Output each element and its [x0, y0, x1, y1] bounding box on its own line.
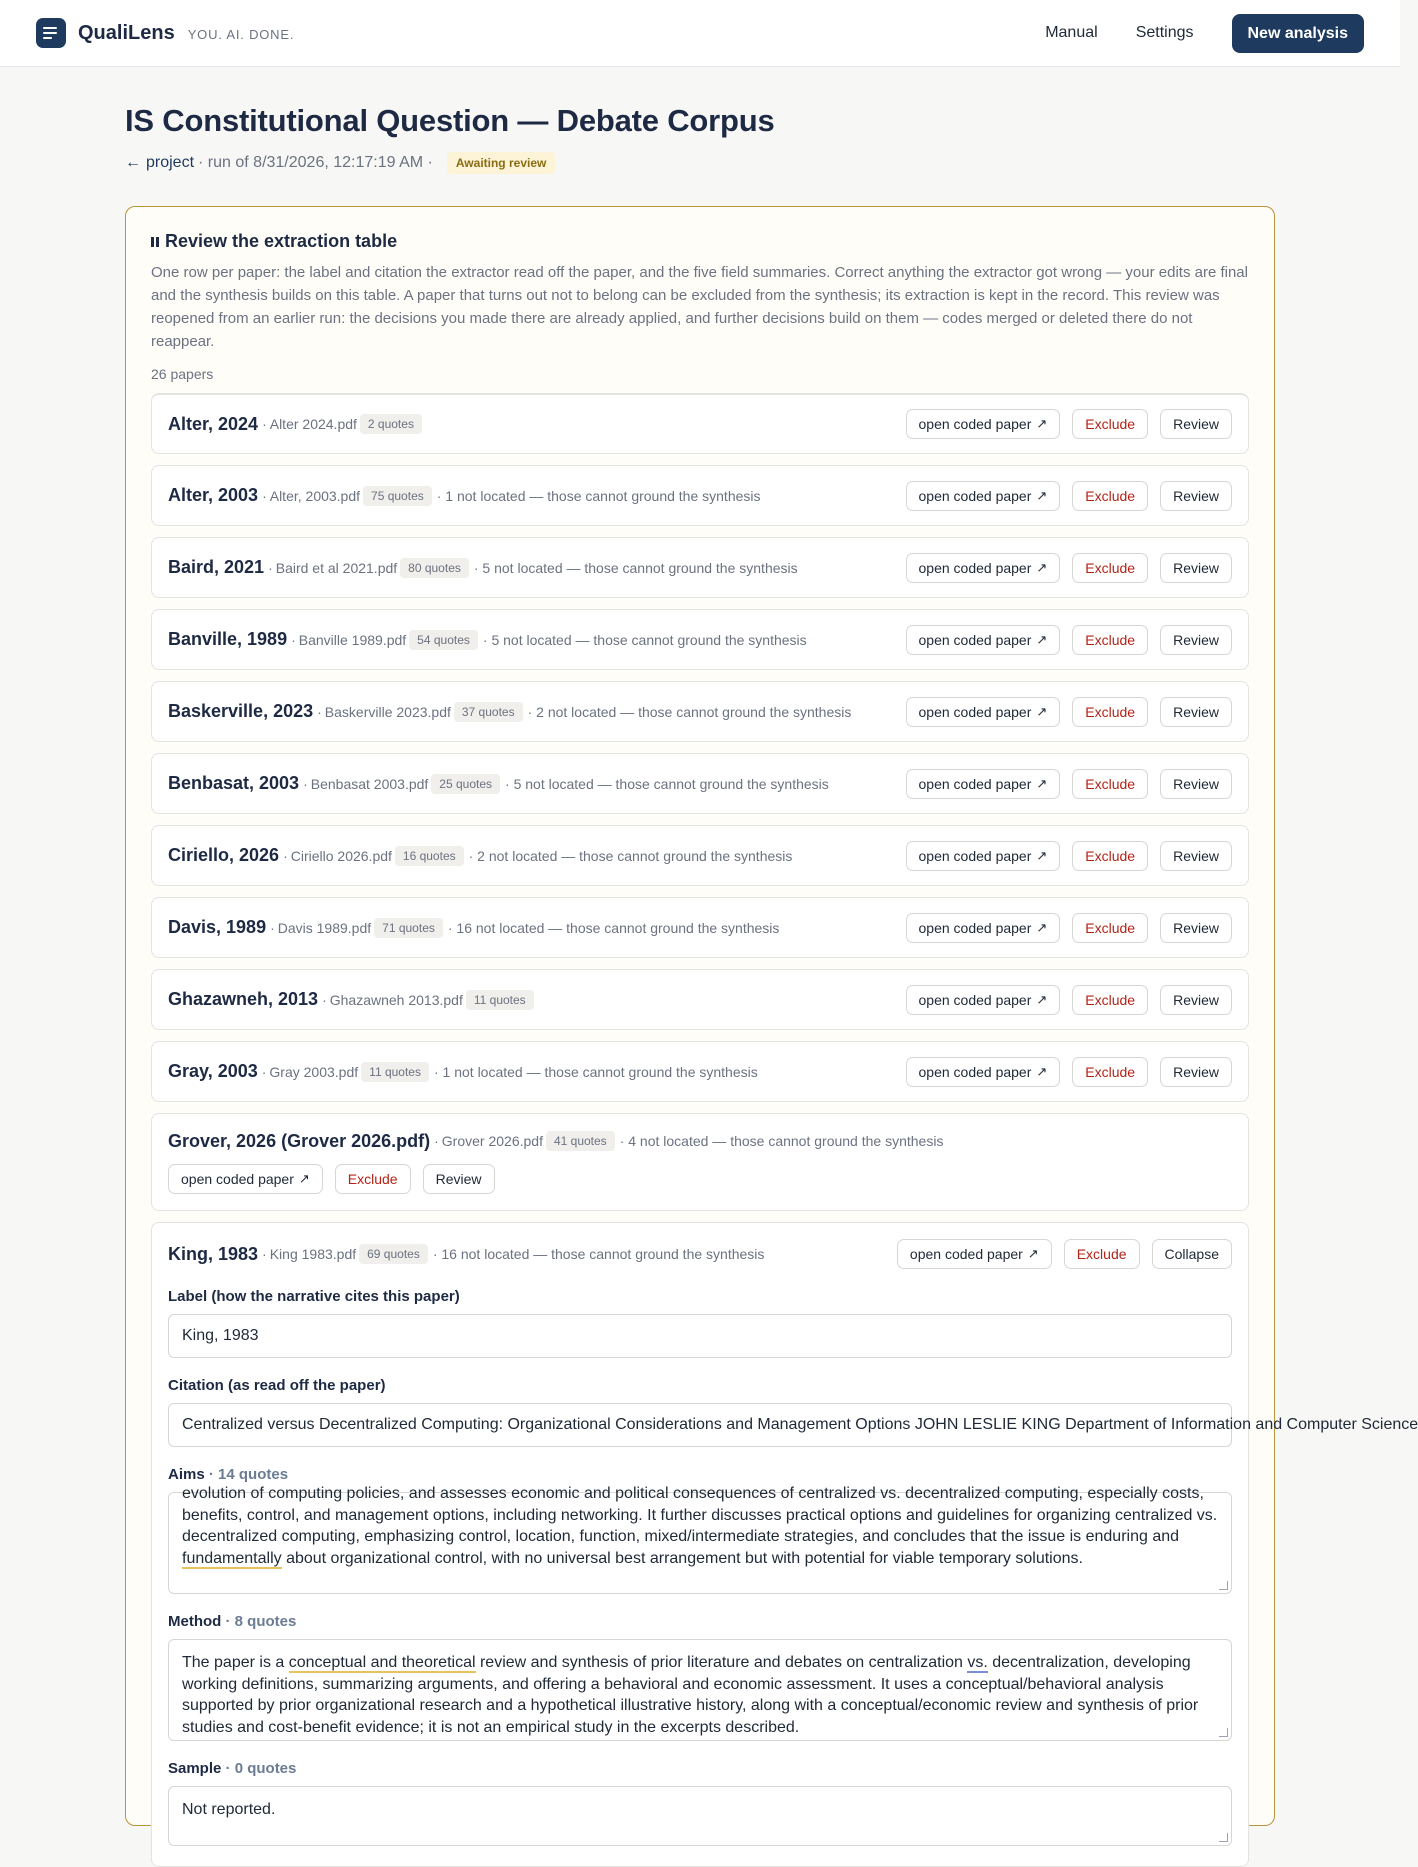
label-field-title: Label (how the narrative cites this paper)	[168, 1288, 460, 1305]
review-button[interactable]: Review	[1160, 1057, 1232, 1087]
review-title: Review the extraction table	[165, 231, 398, 251]
paper-row	[151, 681, 1249, 742]
external-link-icon: ↗	[1036, 919, 1048, 935]
highlighted-phrase: conceptual and theoretical	[288, 1654, 476, 1671]
open-coded-paper-button[interactable]: open coded paper ↗	[906, 409, 1061, 439]
not-located-note: · 1 not located — those cannot ground the synthesis	[436, 487, 761, 504]
paper-file: · Ghazawneh 2013.pdf	[322, 991, 463, 1008]
paper-row-king-expanded	[151, 1222, 1418, 1867]
not-located-note: · 2 not located — those cannot ground the synthesis	[468, 847, 793, 864]
open-coded-paper-button[interactable]: open coded paper ↗	[906, 913, 1061, 943]
paper-row	[151, 969, 1249, 1030]
not-located-note: · 5 not located — those cannot ground the synthesis	[482, 631, 807, 648]
paper-row	[151, 537, 1249, 598]
external-link-icon: ↗	[1036, 559, 1048, 575]
open-coded-paper-button[interactable]: open coded paper ↗	[906, 769, 1061, 799]
paper-row	[151, 825, 1249, 886]
paper-label: Ciriello, 2026	[168, 845, 280, 865]
open-coded-paper-button[interactable]: open coded paper ↗	[906, 481, 1061, 511]
paper-label: Davis, 1989	[168, 917, 267, 937]
label-input[interactable]: King, 1983	[168, 1314, 1232, 1358]
paper-label: Banville, 1989	[168, 629, 288, 649]
quote-count-chip: 37 quotes	[454, 702, 523, 722]
main-nav	[1045, 14, 1364, 53]
external-link-icon: ↗	[298, 1170, 310, 1186]
review-button[interactable]: Review	[1160, 913, 1232, 943]
open-coded-paper-button[interactable]: open coded paper ↗	[906, 625, 1061, 655]
review-button[interactable]: Review	[1160, 409, 1232, 439]
paper-file: · Davis 1989.pdf	[270, 919, 372, 936]
run-info: · run of 8/31/2026, 12:17:19 AM ·	[198, 154, 433, 171]
paper-file: · Alter, 2003.pdf	[262, 487, 361, 504]
external-link-icon: ↗	[1036, 416, 1048, 431]
not-located-note: · 5 not located — those cannot ground the synthesis	[473, 559, 798, 576]
paper-row	[151, 897, 1249, 958]
paper-row	[151, 465, 1249, 526]
open-coded-paper-button[interactable]: open coded paper ↗	[906, 841, 1061, 871]
quote-count-chip: 2 quotes	[360, 414, 422, 434]
collapse-button[interactable]: Collapse	[1152, 1239, 1232, 1269]
review-button[interactable]: Review	[423, 1164, 495, 1194]
pause-icon	[151, 237, 159, 247]
not-located-note: · 5 not located — those cannot ground the synthesis	[505, 775, 829, 792]
review-heading	[151, 231, 1249, 252]
external-link-icon: ↗	[1036, 631, 1048, 647]
back-to-project-link[interactable]	[125, 154, 194, 172]
arrow-left-icon: ←	[125, 154, 141, 171]
paper-file: · King 1983.pdf	[262, 1246, 357, 1262]
quote-count-chip: 71 quotes	[374, 918, 443, 938]
paper-file: · Banville 1989.pdf	[291, 631, 407, 648]
exclude-button[interactable]: Exclude	[1072, 553, 1148, 583]
quote-count-chip: 41 quotes	[546, 1131, 615, 1151]
review-card	[125, 206, 1418, 1826]
quote-count-chip: 80 quotes	[400, 558, 469, 578]
review-button[interactable]: Review	[1160, 985, 1232, 1015]
quote-count-chip: 11 quotes	[361, 1062, 429, 1082]
paper-row-grover	[151, 1113, 1249, 1211]
paper-label: Baird, 2021	[168, 557, 265, 577]
paper-file: · Baskerville 2023.pdf	[317, 703, 451, 720]
review-button[interactable]: Review	[1160, 841, 1232, 871]
paper-row	[151, 393, 1249, 454]
external-link-icon: ↗	[1036, 487, 1048, 503]
paper-row	[151, 753, 1249, 814]
external-link-icon: ↗	[1036, 775, 1048, 791]
exclude-button[interactable]: Exclude	[1072, 625, 1148, 655]
citation-field-title: Citation (as read off the paper)	[168, 1377, 386, 1394]
external-link-icon: ↗	[1036, 703, 1048, 719]
not-located-note: · 2 not located — those cannot ground the synthesis	[527, 703, 852, 720]
exclude-button[interactable]: Exclude	[1072, 481, 1148, 511]
exclude-button[interactable]: Exclude	[1072, 841, 1148, 871]
sample-textarea[interactable]: Not reported.	[168, 1786, 1232, 1846]
external-link-icon: ↗	[1036, 1063, 1048, 1079]
exclude-button[interactable]: Exclude	[335, 1164, 411, 1194]
review-button[interactable]: Review	[1160, 553, 1232, 583]
quote-count-chip: 16 quotes	[395, 846, 464, 866]
citation-input[interactable]: Centralized versus Decentralized Computing: Organizational Considerations and Management Options JOHN LESLIE KING Department of Information and Computer Science	[168, 1403, 1232, 1447]
quote-count-chip: 25 quotes	[431, 774, 500, 794]
paper-count: 26 papers	[151, 366, 214, 382]
top-bar	[0, 0, 1400, 67]
paper-label: Gray, 2003	[168, 1061, 258, 1081]
quote-count-chip: 11 quotes	[466, 990, 534, 1010]
page-content	[0, 103, 1418, 1826]
aims-textarea[interactable]: evolution of computing policies, and assesses economic and political consequences of centralized vs. decentralized computing, especially costs, benefits, control, and management options, including networking. It further discusses practical options and guidelines for organizing centralized vs. decentralized computing, emphasizing control, location, function, mixed/intermediate strategies, and concludes that the issue is enduring and fundamentally about organizational control, with no universal best arrangement but with potential for viable temporary solutions.	[168, 1492, 1232, 1594]
quote-count-chip: 75 quotes	[363, 486, 432, 506]
aims-field-title: Aims · 14 quotes	[168, 1466, 289, 1483]
paper-file: · Grover 2026.pdf	[434, 1133, 543, 1149]
external-link-icon: ↗	[1036, 847, 1048, 863]
paper-file: · Gray 2003.pdf	[261, 1063, 359, 1080]
exclude-button[interactable]: Exclude	[1072, 769, 1148, 799]
external-link-icon: ↗	[1027, 1246, 1039, 1261]
exclude-button[interactable]: Exclude	[1072, 697, 1148, 727]
review-button[interactable]: Review	[1160, 697, 1232, 727]
highlighted-word: vs.	[967, 1654, 988, 1671]
open-coded-paper-button[interactable]: open coded paper ↗	[906, 1057, 1061, 1087]
exclude-button[interactable]: Exclude	[1064, 1239, 1140, 1269]
paper-list	[151, 393, 1418, 1867]
new-analysis-button[interactable]: New analysis	[1232, 14, 1365, 53]
paper-row	[151, 1041, 1249, 1102]
paper-file: · Ciriello 2026.pdf	[283, 847, 392, 864]
open-coded-paper-button[interactable]: open coded paper ↗	[906, 985, 1061, 1015]
paper-label: Alter, 2024	[168, 413, 259, 434]
paper-label: Benbasat, 2003	[168, 773, 300, 793]
open-coded-paper-button[interactable]: open coded paper ↗	[897, 1239, 1052, 1269]
quote-count-chip: 54 quotes	[409, 630, 478, 650]
quote-count-chip: 69 quotes	[359, 1244, 428, 1264]
paper-label: Grover, 2026 (Grover 2026.pdf)	[168, 1130, 431, 1151]
paper-file: · Benbasat 2003.pdf	[303, 775, 429, 792]
exclude-button[interactable]: Exclude	[1072, 409, 1148, 439]
exclude-button[interactable]: Exclude	[1072, 985, 1148, 1015]
review-button[interactable]: Review	[1160, 625, 1232, 655]
exclude-button[interactable]: Exclude	[1072, 1057, 1148, 1087]
back-link-label: project	[146, 154, 195, 171]
not-located-note: · 4 not located — those cannot ground the synthesis	[619, 1133, 944, 1149]
method-field-title: Method · 8 quotes	[168, 1613, 297, 1630]
open-coded-paper-button[interactable]: open coded paper ↗	[906, 697, 1061, 727]
paper-label: Ghazawneh, 2013	[168, 989, 319, 1009]
paper-file: · Baird et al 2021.pdf	[268, 559, 398, 576]
exclude-button[interactable]: Exclude	[1072, 913, 1148, 943]
sample-field-title: Sample · 0 quotes	[168, 1760, 297, 1777]
external-link-icon: ↗	[1036, 991, 1048, 1007]
method-textarea[interactable]: The paper is a conceptual and theoretical review and synthesis of prior literature and debates on centralization vs. decentralization, developing working definitions, summarizing arguments, and offering a behavioral and economic assessment. It uses a conceptual/behavioral analysis supported by prior organizational research and a hypothetical illustrative history, along with a conceptual/economic review and synthesis of prior studies and cost-benefit evidence; it is not an empirical study in the excerpts described.	[168, 1639, 1232, 1741]
open-coded-paper-button[interactable]: open coded paper ↗	[906, 553, 1061, 583]
nav-manual-link[interactable]: Manual	[1045, 24, 1098, 41]
nav-settings-link[interactable]: Settings	[1135, 24, 1194, 41]
paper-label: Alter, 2003	[168, 485, 259, 505]
paper-row	[151, 609, 1249, 670]
paper-file: · Alter 2024.pdf	[262, 416, 357, 432]
paper-label: King, 1983	[168, 1243, 259, 1264]
not-located-note: · 16 not located — those cannot ground the synthesis	[447, 919, 780, 936]
brand[interactable]	[36, 18, 294, 48]
page-title: IS Constitutional Question — Debate Corpus	[125, 103, 775, 138]
review-description: One row per paper: the label and citation the extractor read off the paper, and the five field summaries. Correct anything the extractor got wrong — your edits are final and the synthesis builds on this table. A paper that turns out not to belong can be excluded from the synthesis; its extraction is kept in the record. This review was reopened from an earlier run: the decisions you made there are already applied, and further decisions build on them — codes merged or deleted there do not reappear.	[151, 264, 1248, 350]
highlighted-word: fundamentally	[182, 1549, 282, 1567]
not-located-note: · 16 not located — those cannot ground the synthesis	[432, 1246, 765, 1262]
review-button[interactable]: Review	[1160, 481, 1232, 511]
not-located-note: · 1 not located — those cannot ground the synthesis	[433, 1063, 758, 1080]
logo-icon	[36, 18, 66, 48]
run-meta	[125, 152, 1275, 174]
status-badge: Awaiting review	[447, 152, 555, 174]
review-button[interactable]: Review	[1160, 769, 1232, 799]
open-coded-paper-button[interactable]: open coded paper ↗	[168, 1164, 323, 1194]
brand-tagline: YOU. AI. DONE.	[187, 27, 295, 42]
paper-label: Baskerville, 2023	[168, 701, 314, 721]
brand-name: QualiLens	[78, 21, 175, 44]
